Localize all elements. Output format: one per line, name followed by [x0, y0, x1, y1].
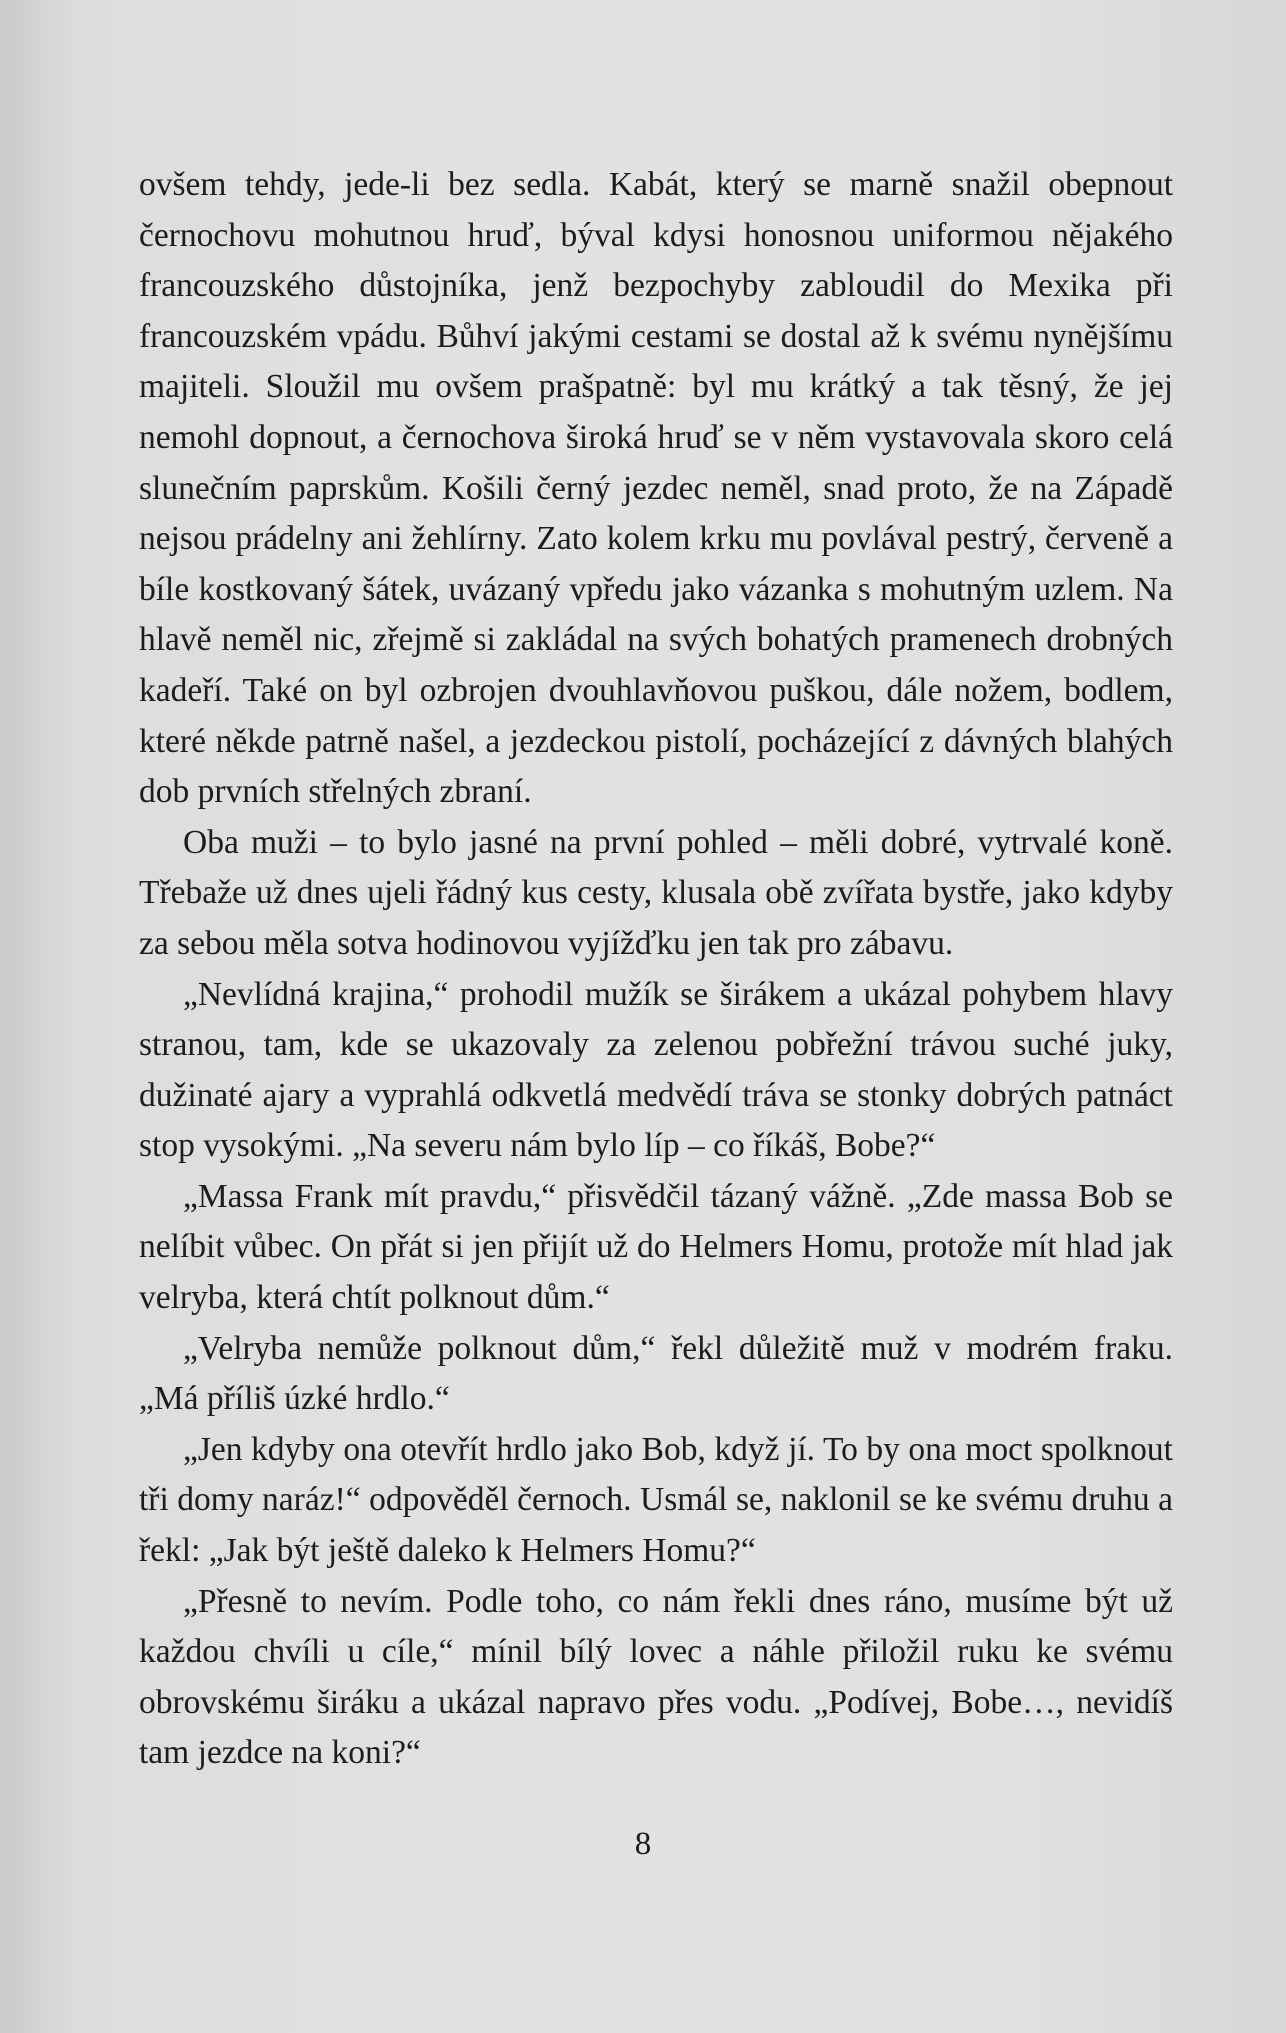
paragraph: „Jen kdyby ona otevřít hrdlo jako Bob, když jí. To by ona moct spolknout tři domy naráz!“ odpověděl černoch. Usmál se, naklonil se ke svému druhu a řekl: „Jak být ještě daleko k Helmers Homu?“ — [139, 1430, 1173, 1570]
body-text — [139, 160, 1173, 1779]
paragraph: „Massa Frank mít pravdu,“ přisvědčil tázaný vážně. „Zde massa Bob se nelíbit vůbec. On přát si jen přijít už do Helmers Homu, protože mít hlad jak velryba, která chtít polknout dům.“ — [139, 1177, 1173, 1317]
paragraph: „Přesně to nevím. Podle toho, co nám řekli dnes ráno, musíme být už každou chvíli u cíle,“ mínil bílý lovec a náhle přiložil ruku ke svému obrovskému širáku a ukázal napravo přes vodu. „Podívej, Bobe…, nevidíš tam jezdce na koni?“ — [139, 1582, 1173, 1772]
paragraph: Oba muži – to bylo jasné na první pohled – měli dobré, vytrvalé koně. Třebaže už dnes ujeli řádný kus cesty, klusala obě zvířata bystře, jako kdyby za sebou měla sotva hodinovou vyjížďku jen tak pro zábavu. — [139, 823, 1173, 962]
paragraph: „Nevlídná krajina,“ prohodil mužík se širákem a ukázal pohybem hlavy stranou, tam, kde se ukazovaly za zelenou pobřežní trávou suché juky, dužinaté ajary a vyprahlá odkvetlá medvědí tráva se stonky dobrých patnáct stop vysokými. „Na severu nám bylo líp – co říkáš, Bobe?“ — [139, 975, 1173, 1165]
paragraph: ovšem tehdy, jede-li bez sedla. Kabát, který se marně snažil obepnout černochovu mohutnou hruď, býval kdysi honosnou uniformou nějakého francouzského důstojníka, jenž bezpochyby zabloudil do Mexika při francouzském vpádu. Bůhví jakými cestami se dostal až k svému nynějšímu majiteli. Sloužil mu ovšem prašpatně: byl mu krátký a tak těsný, že jej nemohl dopnout, a černochova široká hruď se v něm vystavovala skoro celá slunečním paprskům. Košili černý jezdec neměl, snad proto, že na Západě nejsou prádelny ani žehlírny. Zato kolem krku mu povlával pestrý, červeně a bíle kostkovaný šátek, uvázaný vpředu jako vázanka s mohutným uzlem. Na hlavě neměl nic, zřejmě si zakládal na svých bohatých pramenech drobných kadeří. Také on byl ozbrojen dvouhlavňovou puškou, dále nožem, bodlem, které někde patrně našel, a jezdeckou pistolí, pocházející z dávných blahých dob prvních střelných zbraní. — [139, 166, 1173, 811]
page-number: 8 — [634, 1826, 652, 1862]
paragraph: „Velryba nemůže polknout dům,“ řekl důležitě muž v modrém fraku. „Má příliš úzké hrdlo.“ — [139, 1329, 1173, 1418]
